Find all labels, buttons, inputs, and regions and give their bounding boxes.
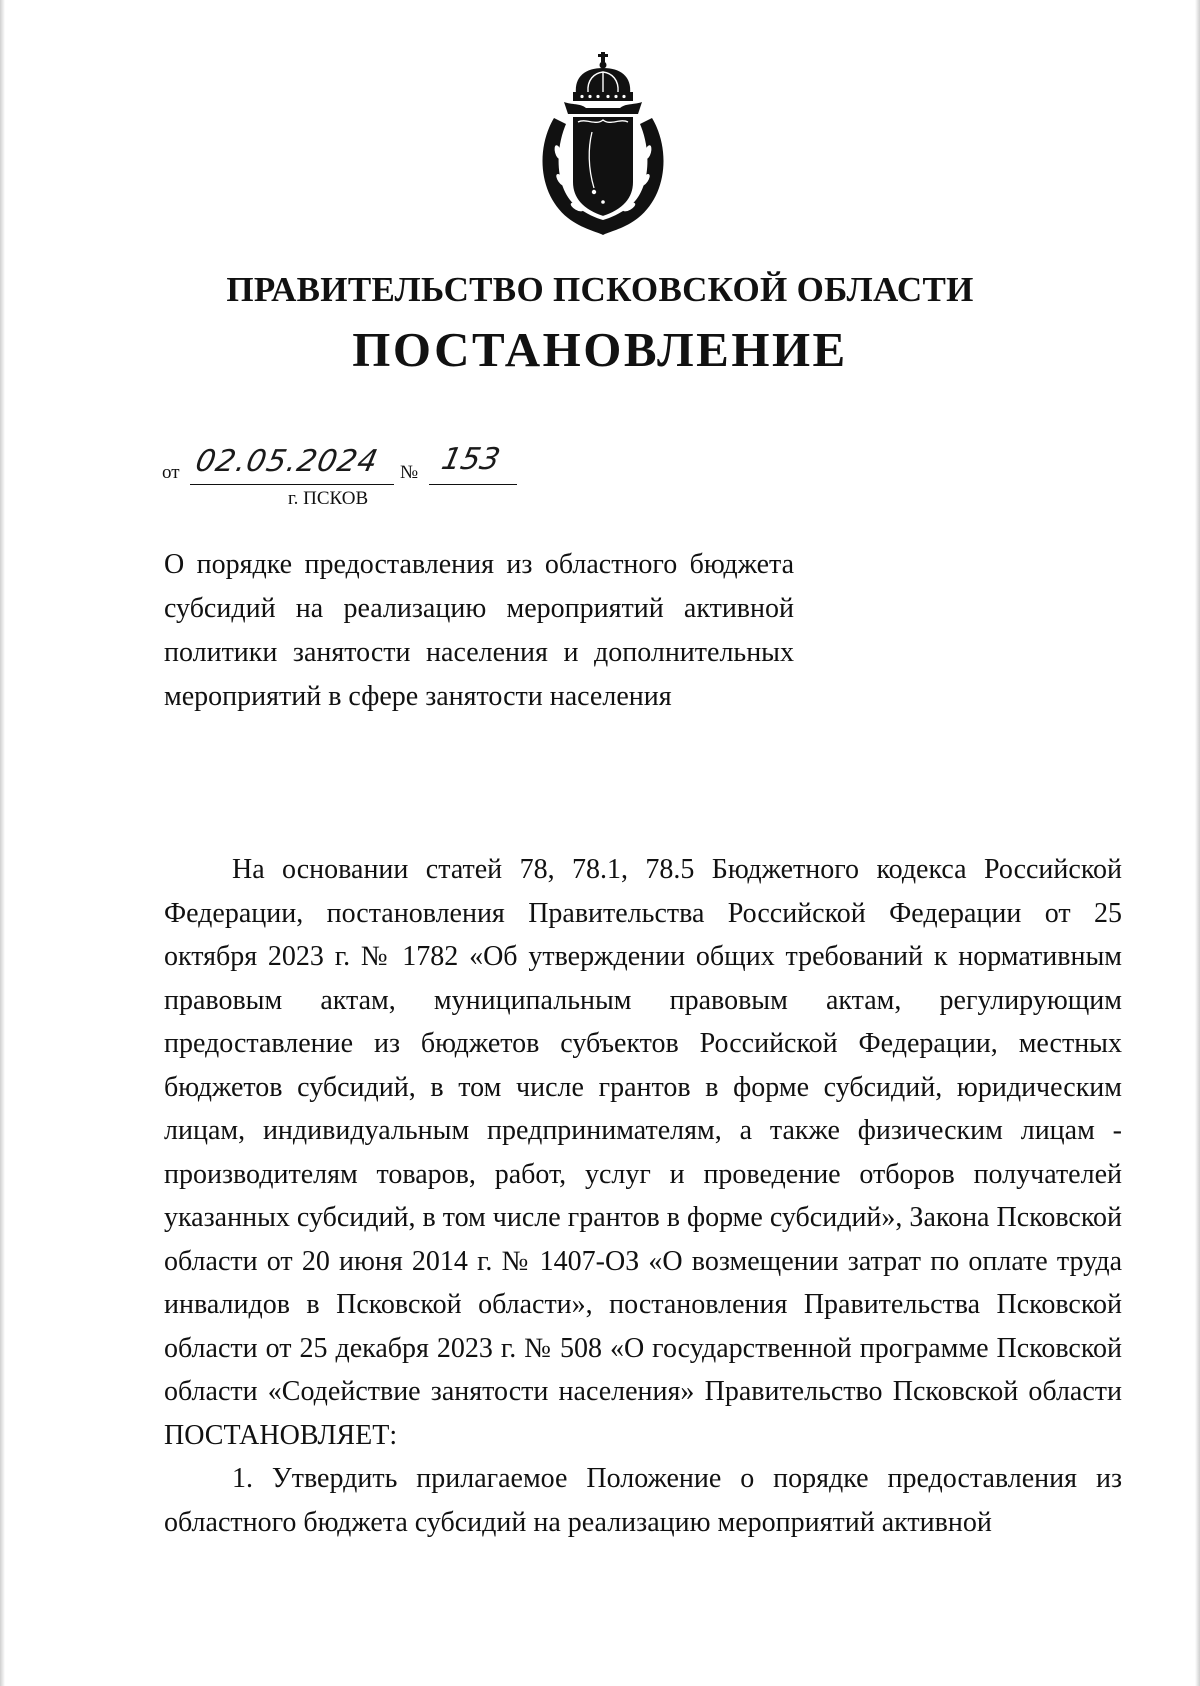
preamble-paragraph: На основании статей 78, 78.1, 78.5 Бюджетного кодекса Российской Федерации, постановления Правительства Российской Федерации от 25 октября 2023 г. № 1782 «Об утверждении общих требований к нормативным правовым актам, муниципальным правовым актам, регулирующим предоставление из бюджетов субъектов Российской Федерации, местных бюджетов субсидий, в том числе грантов в форме субсидий, юридическим лицам, индивидуальным предпринимателям, а также физическим лицам - производителям товаров, работ, услуг и проведение отборов получателей указанных субсидий, в том числе грантов в форме субсидий», Закона Псковской области от 20 июня 2014 г. № 1407-ОЗ «О возмещении затрат по оплате труда инвалидов в Псковской области», постановления Правительства Псковской области от 25 декабря 2023 г. № 508 «О государственной программе Псковской области «Содействие занятости населения» Правительство Псковской области ПОСТАНОВЛЯЕТ: xyxy=(164,854,1122,1451)
number-label: № xyxy=(400,462,419,483)
document-body xyxy=(164,848,1122,1544)
coat-of-arms-emblem xyxy=(528,52,678,242)
handwritten-date: 02.05.2024 xyxy=(192,444,382,479)
document-type-title: ПОСТАНОВЛЕНИЕ xyxy=(352,322,848,377)
item-1-paragraph: 1. Утвердить прилагаемое Положение о порядке предоставления из областного бюджета субсидий на реализацию мероприятий активной xyxy=(164,1463,1122,1538)
city-label: г. ПСКОВ xyxy=(288,488,369,509)
scan-edge-right xyxy=(1195,0,1200,1686)
scan-edge-left xyxy=(0,0,5,1686)
document-requisites xyxy=(162,442,582,509)
handwritten-number: 153 xyxy=(438,442,504,477)
document-subject: О порядке предоставления из областного бюджета субсидий на реализацию мероприятий активной политики занятости населения и дополнительных мероприятий в сфере занятости населения xyxy=(164,549,794,712)
date-prefix-label: от xyxy=(162,462,180,483)
organization-name: ПРАВИТЕЛЬСТВО ПСКОВСКОЙ ОБЛАСТИ xyxy=(226,270,974,309)
